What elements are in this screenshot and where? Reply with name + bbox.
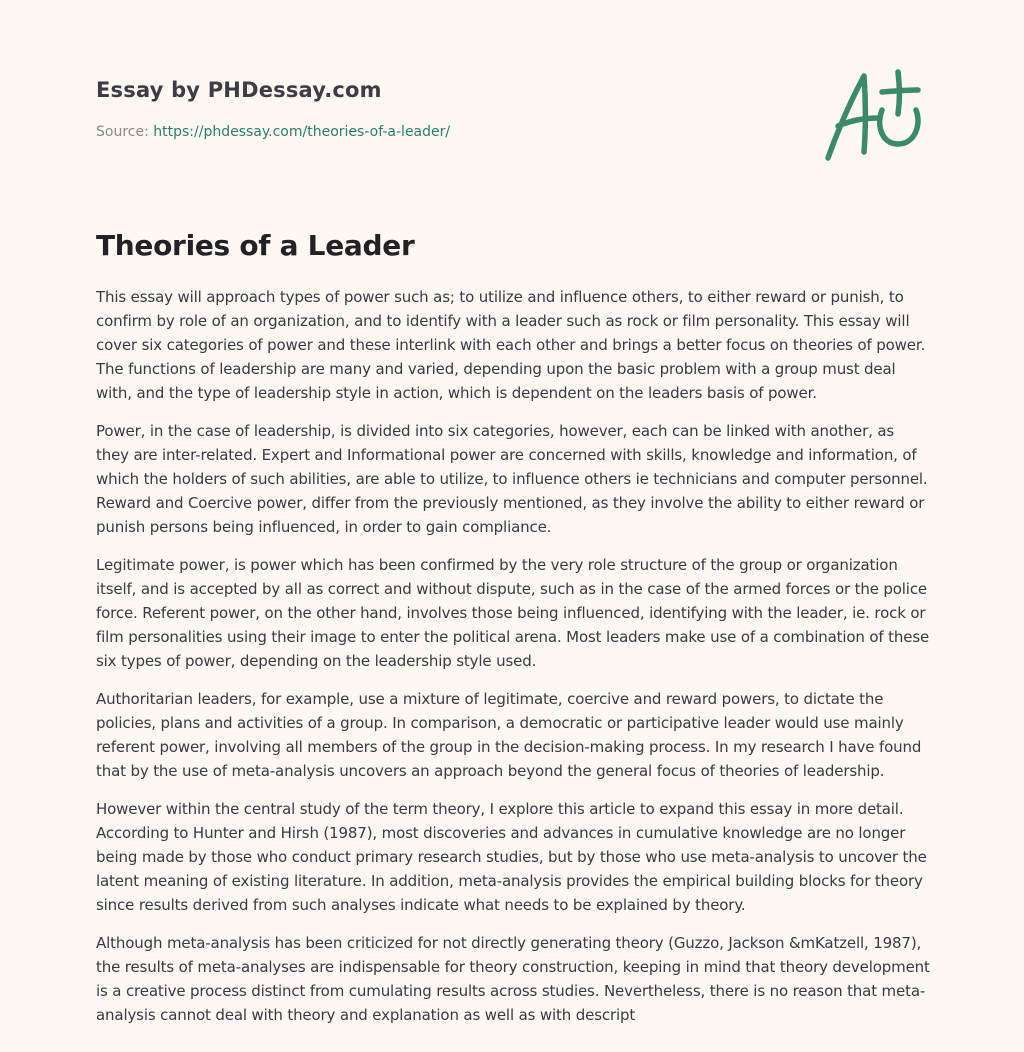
- site-brand: Essay by PHDessay.com: [96, 78, 382, 102]
- essay-paragraph: Authoritarian leaders, for example, use a mixture of legitimate, coercive and reward powers, to dictate the policies, plans and activities of a group. In comparison, a democratic or participative leader would use mainly referent power, involving all members of the group in the decision-making process. In my research I have found that by the use of meta-analysis uncovers an approach beyond the general focus of theories of leadership.: [96, 690, 922, 780]
- document-header: [96, 72, 796, 142]
- essay-paragraph: This essay will approach types of power such as; to utilize and influence others, to either reward or punish, to confirm by role of an organization, and to identify with a leader such as rock or film personality. This essay will cover six categories of power and these interlink with each other and brings a better focus on theories of power. The functions of leadership are many and varied, depending upon the basic problem with a group must deal with, and the type of leadership style in action, which is dependent on the leaders basis of power.: [96, 288, 926, 402]
- essay-paragraph: Legitimate power, is power which has been confirmed by the very role structure of the group or organization itself, and is accepted by all as correct and without dispute, such as in the case of the armed forces or the police force. Referent power, on the other hand, involves those being influenced, identifying with the leader, ie. rock or film personalities using their image to enter the political arena. Most leaders make use of a combination of these six types of power, depending on the leadership style used.: [96, 556, 930, 670]
- source-line: [96, 122, 796, 142]
- essay-body: [96, 285, 930, 1041]
- essay-paragraph: However within the central study of the term theory, I explore this article to expand this essay in more detail. According to Hunter and Hirsh (1987), most discoveries and advances in cumulative knowledge are no longer being made by those who conduct primary research studies, but by those who use meta-analysis to uncover the latent meaning of existing literature. In addition, meta-analysis provides the empirical building blocks for theory since results derived from such analyses indicate what needs to be explained by theory.: [96, 800, 927, 914]
- essay-paragraph: Power, in the case of leadership, is divided into six categories, however, each can be linked with another, as they are inter-related. Expert and Informational power are concerned with skills, knowledge and information, of which the holders of such abilities, are able to utilize, to influence others ie technicians and computer personnel. Reward and Coercive power, differ from the previously mentioned, as they involve the ability to either reward or punish persons being influenced, in order to gain compliance.: [96, 422, 928, 536]
- source-label: Source:: [96, 124, 149, 140]
- essay-paragraph: Although meta-analysis has been criticized for not directly generating theory (Guzzo, Jackson &mKatzell, 1987), the results of meta-analyses are indispensable for theory construction, keeping in mind that theory development is a creative process distinct from cumulating results across studies. Nevertheless, there is no reason that meta-analysis cannot deal with theory and explanation as well as with descript: [96, 934, 930, 1024]
- essay-title: Theories of a Leader: [96, 229, 415, 262]
- a-plus-grade-icon: [820, 64, 930, 168]
- source-link[interactable]: https://phdessay.com/theories-of-a-leader/: [153, 124, 451, 140]
